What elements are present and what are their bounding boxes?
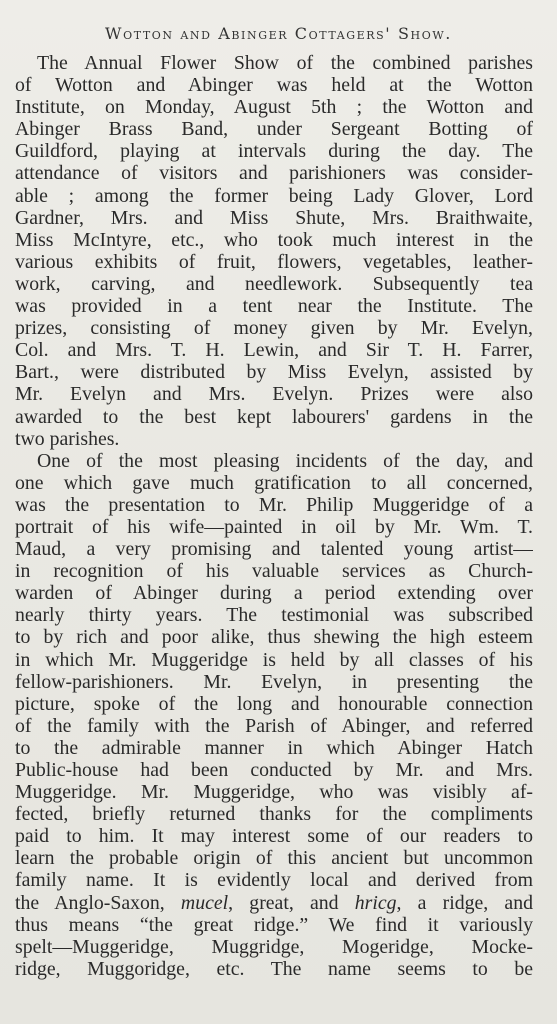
- text-line: ridge, Muggoridge, etc. The name seems to be: [15, 957, 533, 980]
- text-line: Gardner, Mrs. and Miss Shute, Mrs. Braithwaite,: [15, 206, 533, 229]
- article-heading: Wotton and Abinger Cottagers' Show.: [105, 24, 452, 43]
- text-line: picture, spoke of the long and honourable connection: [15, 692, 533, 715]
- text-line: nearly thirty years. The testimonial was subscribed: [15, 604, 533, 627]
- paragraph-1: [15, 52, 533, 450]
- article-body: [15, 52, 533, 980]
- text-line: Mr. Evelyn and Mrs. Evelyn. Prizes were also: [15, 383, 533, 406]
- text-line: thus means “the great ridge.” We find it variously: [15, 913, 533, 936]
- text-line: fellow-parishioners. Mr. Evelyn, in presenting the: [15, 670, 533, 693]
- text-line: in which Mr. Muggeridge is held by all classes of his: [15, 648, 533, 671]
- text-line: attendance of visitors and parishioners was consider-: [15, 162, 533, 185]
- text-line: Public-house had been conducted by Mr. and Mrs.: [15, 759, 533, 781]
- text-line: work, carving, and needlework. Subsequently tea: [15, 272, 533, 295]
- text-line: The Annual Flower Show of the combined parishes: [37, 52, 533, 74]
- text-line: the Anglo-Saxon, mucel, great, and hricg, a ridge, and: [15, 891, 533, 914]
- text-line: two parishes.: [15, 427, 120, 450]
- text-line: prizes, consisting of money given by Mr. Evelyn,: [15, 317, 533, 340]
- text-line: was the presentation to Mr. Philip Muggeridge of a: [15, 493, 533, 516]
- text-line: warden of Abinger during a period extending over: [15, 582, 533, 605]
- text-line: spelt—Muggeridge, Muggridge, Mogeridge, Mocke-: [15, 935, 533, 958]
- text-line: Miss McIntyre, etc., who took much interest in the: [15, 228, 533, 251]
- text-line: was provided in a tent near the Institute. The: [15, 295, 533, 318]
- text-line: of the family with the Parish of Abinger, and referred: [15, 714, 533, 737]
- paragraph-2: [15, 450, 533, 980]
- text-line: Col. and Mrs. T. H. Lewin, and Sir T. H. Farrer,: [15, 339, 533, 362]
- text-line: family name. It is evidently local and derived from: [15, 869, 533, 892]
- text-line: one which gave much gratification to all concerned,: [15, 471, 533, 494]
- text-line: Maud, a very promising and talented young artist—: [15, 538, 533, 561]
- text-line: of Wotton and Abinger was held at the Wotton: [15, 74, 533, 97]
- text-line: Abinger Brass Band, under Sergeant Botting of: [15, 118, 533, 141]
- text-line: Guildford, playing at intervals during the day. The: [15, 140, 533, 163]
- text-line: portrait of his wife—painted in oil by Mr. Wm. T.: [15, 515, 533, 538]
- text-line: Institute, on Monday, August 5th ; the Wotton and: [15, 96, 533, 119]
- text-line: learn the probable origin of this ancient but uncommon: [15, 847, 533, 870]
- text-line: paid to him. It may interest some of our readers to: [15, 825, 533, 848]
- text-line: able ; among the former being Lady Glover, Lord: [15, 184, 533, 207]
- text-line: various exhibits of fruit, flowers, vegetables, leather-: [15, 250, 533, 273]
- text-line: fected, briefly returned thanks for the compliments: [15, 803, 533, 826]
- text-line: to by rich and poor alike, thus shewing the high esteem: [15, 626, 533, 649]
- text-line: to the admirable manner in which Abinger Hatch: [15, 736, 533, 759]
- text-line: Muggeridge. Mr. Muggeridge, who was visibly af-: [15, 781, 533, 804]
- text-line: in recognition of his valuable services as Church-: [15, 560, 533, 583]
- text-line: awarded to the best kept labourers' gardens in the: [15, 405, 533, 428]
- text-line: Bart., were distributed by Miss Evelyn, assisted by: [15, 361, 533, 384]
- text-line: One of the most pleasing incidents of the day, and: [37, 449, 533, 472]
